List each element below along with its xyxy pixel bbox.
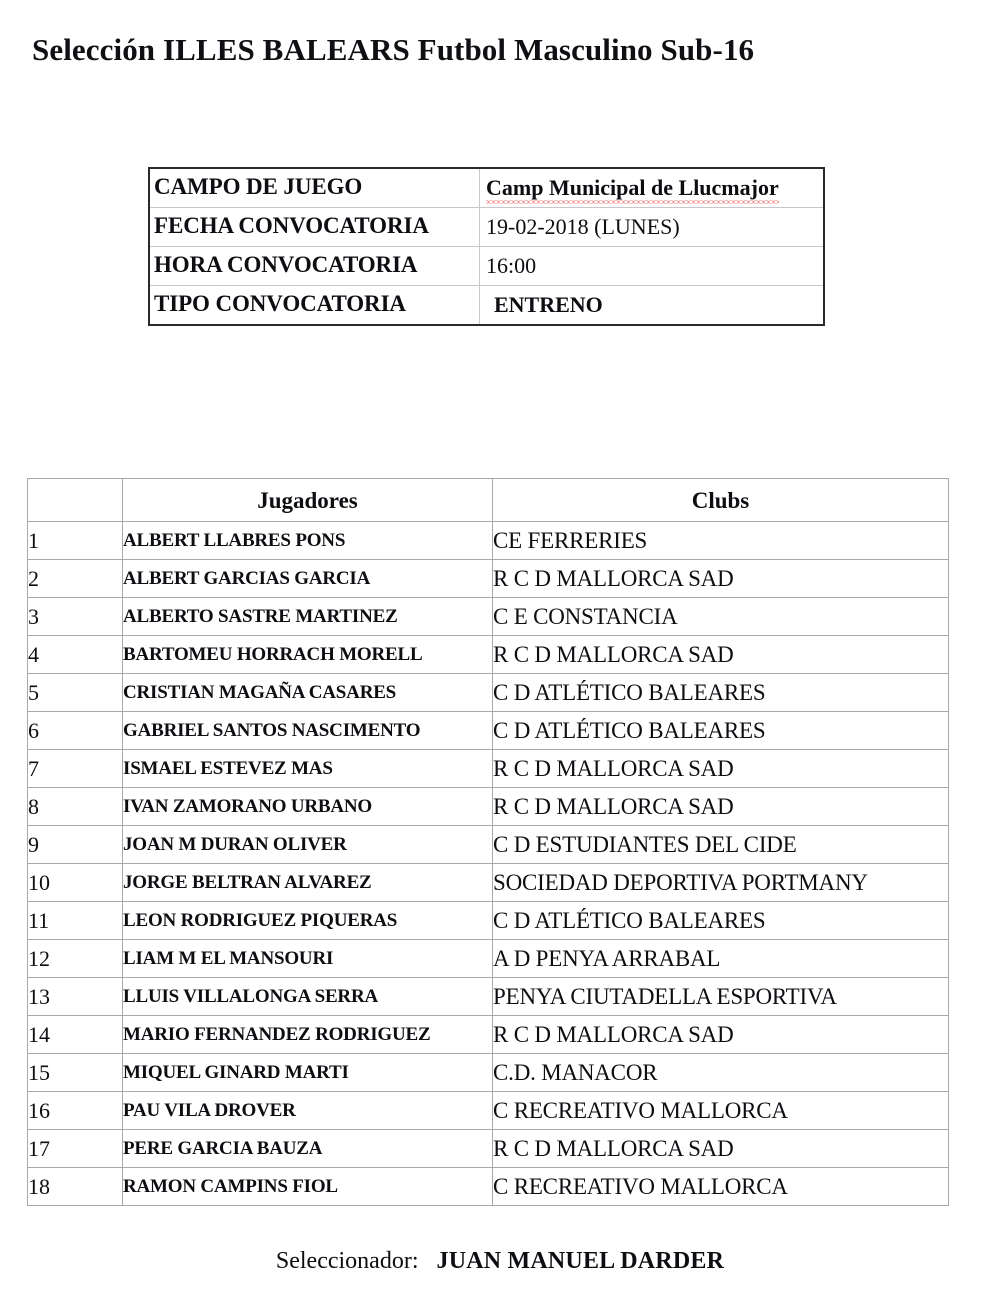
club-name: C.D. MANACOR xyxy=(493,1054,949,1092)
club-name: SOCIEDAD DEPORTIVA PORTMANY xyxy=(493,864,949,902)
player-name: PAU VILA DROVER xyxy=(123,1092,493,1130)
player-name: ISMAEL ESTEVEZ MAS xyxy=(123,750,493,788)
table-row xyxy=(28,522,949,560)
row-number: 4 xyxy=(28,636,123,674)
coach-name: JUAN MANUEL DARDER xyxy=(436,1248,725,1274)
club-name: PENYA CIUTADELLA ESPORTIVA xyxy=(493,978,949,1016)
player-name: IVAN ZAMORANO URBANO xyxy=(123,788,493,826)
roster-table-body xyxy=(28,522,949,1206)
table-row xyxy=(28,598,949,636)
player-name: RAMON CAMPINS FIOL xyxy=(123,1168,493,1206)
player-name: JORGE BELTRAN ALVAREZ xyxy=(123,864,493,902)
club-name: C E CONSTANCIA xyxy=(493,598,949,636)
info-label-fecha: FECHA CONVOCATORIA xyxy=(149,208,480,247)
club-name: R C D MALLORCA SAD xyxy=(493,1130,949,1168)
roster-header-number xyxy=(28,479,123,522)
club-name: R C D MALLORCA SAD xyxy=(493,560,949,598)
table-row xyxy=(28,826,949,864)
club-name: A D PENYA ARRABAL xyxy=(493,940,949,978)
club-name: R C D MALLORCA SAD xyxy=(493,788,949,826)
club-name: C D ESTUDIANTES DEL CIDE xyxy=(493,826,949,864)
roster-header-players: Jugadores xyxy=(123,479,493,522)
convocation-info-table xyxy=(148,167,825,326)
club-name: CE FERRERIES xyxy=(493,522,949,560)
player-name: LLUIS VILLALONGA SERRA xyxy=(123,978,493,1016)
table-row xyxy=(28,902,949,940)
table-row xyxy=(28,1054,949,1092)
row-number: 11 xyxy=(28,902,123,940)
club-name: R C D MALLORCA SAD xyxy=(493,1016,949,1054)
info-label-campo: CAMPO DE JUEGO xyxy=(149,168,480,208)
info-row-tipo xyxy=(149,286,824,326)
table-row xyxy=(28,1016,949,1054)
player-name: LEON RODRIGUEZ PIQUERAS xyxy=(123,902,493,940)
row-number: 13 xyxy=(28,978,123,1016)
info-value-fecha: 19-02-2018 (LUNES) xyxy=(480,208,825,247)
player-name: MIQUEL GINARD MARTI xyxy=(123,1054,493,1092)
info-row-fecha xyxy=(149,208,824,247)
info-value-campo-text: Camp Municipal de Llucmajor xyxy=(486,175,779,204)
table-row xyxy=(28,674,949,712)
info-label-hora: HORA CONVOCATORIA xyxy=(149,247,480,286)
roster-table-container xyxy=(27,478,948,1206)
table-row xyxy=(28,864,949,902)
row-number: 6 xyxy=(28,712,123,750)
row-number: 16 xyxy=(28,1092,123,1130)
info-value-tipo: ENTRENO xyxy=(480,286,825,326)
club-name: C D ATLÉTICO BALEARES xyxy=(493,712,949,750)
roster-table-head xyxy=(28,479,949,522)
club-name: R C D MALLORCA SAD xyxy=(493,636,949,674)
table-row xyxy=(28,560,949,598)
player-name: MARIO FERNANDEZ RODRIGUEZ xyxy=(123,1016,493,1054)
info-label-tipo: TIPO CONVOCATORIA xyxy=(149,286,480,326)
roster-table xyxy=(27,478,949,1206)
coach-footer xyxy=(0,1248,1000,1275)
table-row xyxy=(28,636,949,674)
table-row xyxy=(28,1092,949,1130)
player-name: GABRIEL SANTOS NASCIMENTO xyxy=(123,712,493,750)
table-row xyxy=(28,978,949,1016)
row-number: 12 xyxy=(28,940,123,978)
coach-label: Seleccionador: xyxy=(275,1248,419,1274)
roster-header-row xyxy=(28,479,949,522)
player-name: ALBERTO SASTRE MARTINEZ xyxy=(123,598,493,636)
player-name: JOAN M DURAN OLIVER xyxy=(123,826,493,864)
club-name: C RECREATIVO MALLORCA xyxy=(493,1168,949,1206)
table-row xyxy=(28,712,949,750)
player-name: ALBERT LLABRES PONS xyxy=(123,522,493,560)
club-name: C D ATLÉTICO BALEARES xyxy=(493,674,949,712)
row-number: 2 xyxy=(28,560,123,598)
row-number: 8 xyxy=(28,788,123,826)
table-row xyxy=(28,940,949,978)
player-name: PERE GARCIA BAUZA xyxy=(123,1130,493,1168)
info-value-hora: 16:00 xyxy=(480,247,825,286)
row-number: 18 xyxy=(28,1168,123,1206)
row-number: 3 xyxy=(28,598,123,636)
row-number: 1 xyxy=(28,522,123,560)
player-name: LIAM M EL MANSOURI xyxy=(123,940,493,978)
row-number: 7 xyxy=(28,750,123,788)
page-title: Selección ILLES BALEARS Futbol Masculino Sub-16 xyxy=(32,32,755,67)
row-number: 17 xyxy=(28,1130,123,1168)
player-name: BARTOMEU HORRACH MORELL xyxy=(123,636,493,674)
row-number: 9 xyxy=(28,826,123,864)
club-name: C D ATLÉTICO BALEARES xyxy=(493,902,949,940)
row-number: 10 xyxy=(28,864,123,902)
info-row-hora xyxy=(149,247,824,286)
info-table xyxy=(148,167,825,326)
club-name: C RECREATIVO MALLORCA xyxy=(493,1092,949,1130)
table-row xyxy=(28,750,949,788)
roster-header-clubs: Clubs xyxy=(493,479,949,522)
info-row-campo xyxy=(149,168,824,208)
row-number: 5 xyxy=(28,674,123,712)
table-row xyxy=(28,788,949,826)
table-row xyxy=(28,1168,949,1206)
row-number: 14 xyxy=(28,1016,123,1054)
club-name: R C D MALLORCA SAD xyxy=(493,750,949,788)
row-number: 15 xyxy=(28,1054,123,1092)
info-table-body xyxy=(149,168,824,325)
info-value-campo xyxy=(480,168,825,208)
player-name: CRISTIAN MAGAÑA CASARES xyxy=(123,674,493,712)
player-name: ALBERT GARCIAS GARCIA xyxy=(123,560,493,598)
table-row xyxy=(28,1130,949,1168)
